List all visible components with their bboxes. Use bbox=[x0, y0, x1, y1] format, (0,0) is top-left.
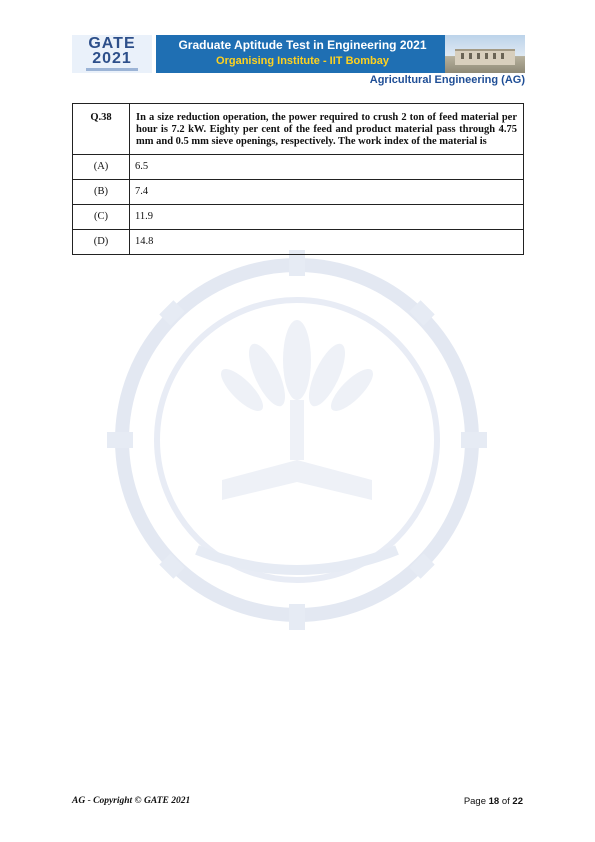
page-current: 18 bbox=[488, 796, 500, 807]
header-banner bbox=[156, 35, 525, 73]
page-total: 22 bbox=[512, 796, 523, 807]
building-window bbox=[469, 53, 472, 59]
building-window bbox=[477, 53, 480, 59]
institute-building-image bbox=[445, 35, 525, 73]
option-value: 11.9 bbox=[130, 205, 524, 230]
logo-year-text: 2021 bbox=[92, 50, 132, 67]
building-window bbox=[485, 53, 488, 59]
page-separator: of bbox=[499, 796, 513, 807]
gate-header bbox=[72, 35, 525, 73]
option-row bbox=[73, 230, 524, 255]
gate-logo bbox=[72, 35, 152, 73]
option-row bbox=[73, 180, 524, 205]
footer-page-number bbox=[464, 796, 523, 807]
option-value: 6.5 bbox=[130, 155, 524, 180]
option-label: (D) bbox=[73, 230, 130, 255]
question-table bbox=[72, 103, 524, 255]
logo-strip bbox=[86, 68, 138, 71]
option-value: 7.4 bbox=[130, 180, 524, 205]
question-text: In a size reduction operation, the power required to crush 2 ton of feed material per hour is 7.2 kW. Eighty per cent of the feed and product material pass through 4.75 mm and 0.5 mm sieve openings, respectively. The work index of the material is bbox=[130, 104, 524, 155]
question-number: Q.38 bbox=[73, 104, 130, 155]
option-label: (C) bbox=[73, 205, 130, 230]
building-window bbox=[493, 53, 496, 59]
building-window bbox=[501, 53, 504, 59]
question-row bbox=[73, 104, 524, 155]
footer-copyright: AG - Copyright © GATE 2021 bbox=[72, 796, 191, 806]
option-label: (A) bbox=[73, 155, 130, 180]
iit-bombay-watermark bbox=[72, 250, 522, 670]
option-value: 14.8 bbox=[130, 230, 524, 255]
option-row bbox=[73, 155, 524, 180]
logo-gate-text: GATE bbox=[88, 35, 136, 52]
banner-title: Graduate Aptitude Test in Engineering 2021 bbox=[178, 38, 427, 52]
building-window bbox=[461, 53, 464, 59]
banner-subtitle: Organising Institute - IIT Bombay bbox=[216, 55, 389, 67]
subject-title: Agricultural Engineering (AG) bbox=[369, 74, 525, 86]
page-prefix: Page bbox=[463, 796, 489, 807]
option-row bbox=[73, 205, 524, 230]
option-label: (B) bbox=[73, 180, 130, 205]
